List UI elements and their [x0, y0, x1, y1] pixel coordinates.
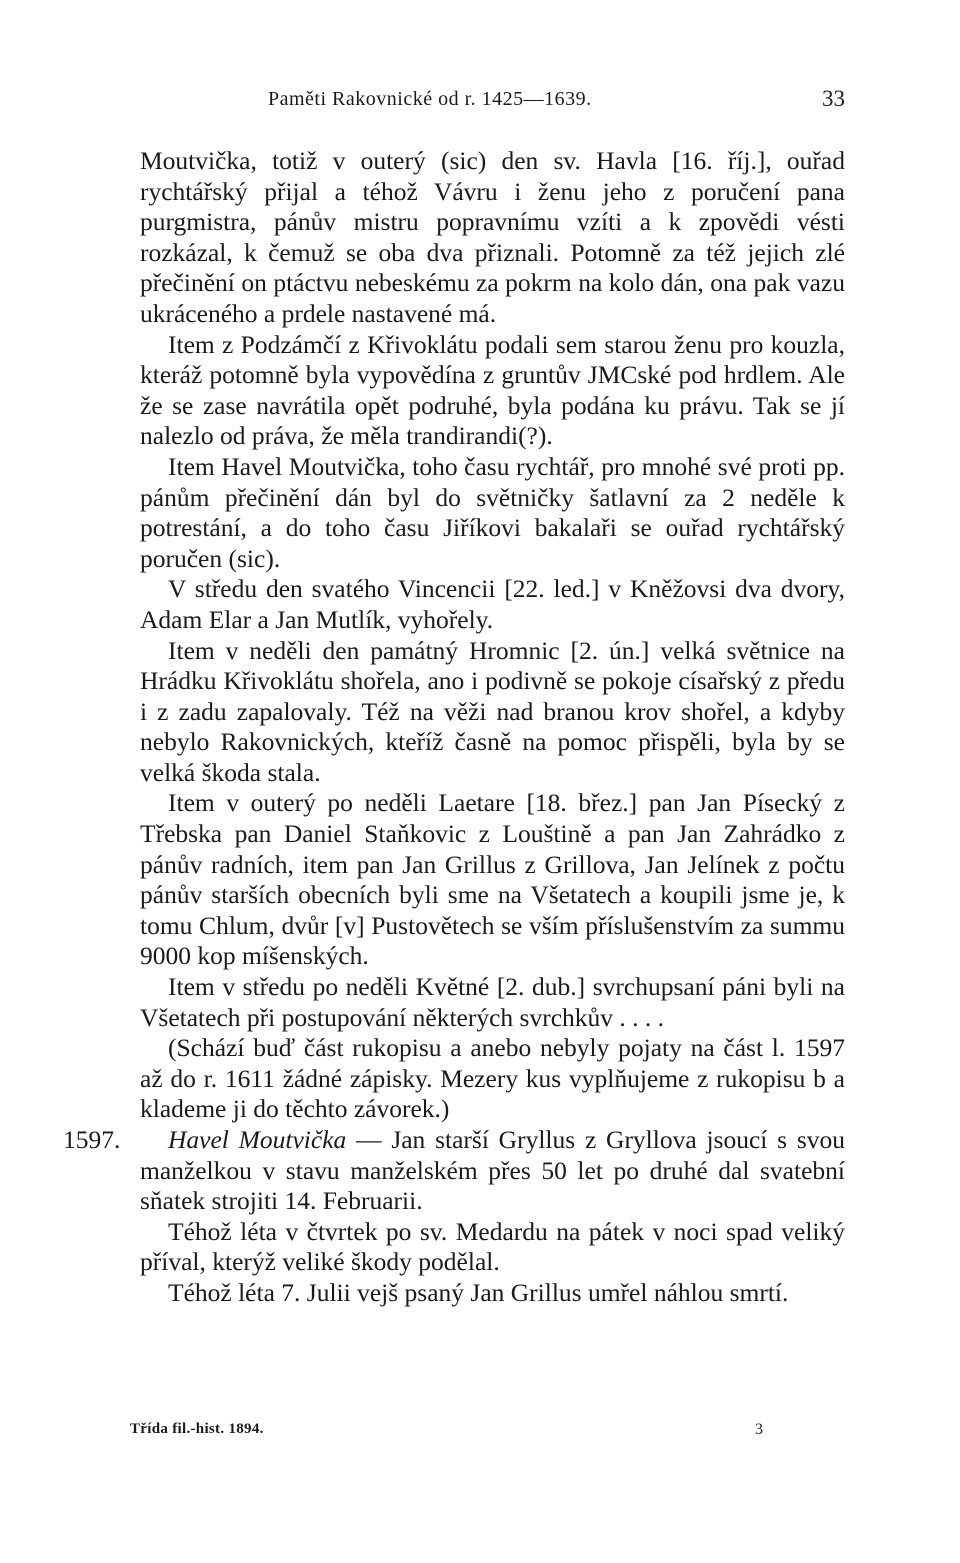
page-header [140, 88, 845, 118]
paragraph-continuation: Moutvička, totiž v outerý (sic) den sv. Havla [16. říj.], ouřad rychtářský přijal a téhož Vávru i ženu jeho z poručení pana purgmistra, pánův mistru popravnímu vzíti a k zpovědi vésti rozkázal, k čemuž se oba dva přiznali. Potomně za též jejich zlé přečinění on ptáctvu nebeskému za pokrm na kolo dán, ona pak vazu ukráceného a prdele nastavené má. [140, 146, 845, 328]
person-name: Havel Moutvička [168, 1125, 347, 1154]
paragraph [140, 1125, 845, 1217]
paragraph: Item Havel Moutvička, toho času rychtář, pro mnohé své proti pp. pánům přečinění dán byl do světničky šatlavní za 2 neděle k potrestání, a do toho času Jiříkovi bakalaři se ouřad rychtářský poručen (sic). [140, 451, 845, 573]
year-entry-1597 [63, 1125, 845, 1217]
sheet-number: 3 [755, 1421, 763, 1438]
editorial-note: (Schází buď část rukopisu a anebo nebyly pojaty na část l. 1597 až do r. 1611 žádné zápisky. Mezery kus vyplňujeme z rukopisu b a klademe ji do těchto závorek.) [140, 1033, 845, 1124]
page-footer [130, 1421, 845, 1445]
page-body [63, 146, 845, 1309]
running-title: Paměti Rakovnické od r. 1425—1639. [268, 88, 592, 110]
paragraph: Item v outerý po neděli Laetare [18. břez.] pan Jan Písecký z Třebska pan Daniel Staňkovic z Louštině a pan Jan Zahrádko z pánův radních, item pan Jan Grillus z Grillova, Jan Jelínek z počtu pánův starších obecních byli sme na Všetatech a koupili jsme je, k tomu Chlum, dvůr [v] Pustovětech se vším příslušenstvím za summu 9000 kop míšenských. [140, 788, 845, 971]
paragraph: Item v středu po neděli Květné [2. dub.] svrchupsaní páni byli na Všetatech při postupování některých svrchkův . . . . [140, 972, 845, 1032]
margin-year: 1597. [63, 1125, 121, 1154]
page-number: 33 [822, 86, 845, 111]
paragraph: Item v neděli den památný Hromnic [2. ún.] velká světnice na Hrádku Křivoklátu shořela, ano i podivně se pokoje císařský z předu i z zadu zapalovaly. Též na věži nad branou krov shořel, a kdyby nebylo Rakovnických, kteříž časně na pomoc přispěli, byla by se velká škoda stala. [140, 635, 845, 787]
printer-signature: Třída fil.-hist. 1894. [130, 1421, 264, 1437]
entry-text: — Jan starší Gryllus z Gryllova jsoucí s svou manželkou v stavu manželském přes 50 let po druhé dal svatební sňatek strojiti 14. Februarii. [140, 1125, 845, 1216]
paragraph: Item z Podzámčí z Křivoklátu podali sem starou ženu pro kouzla, kteráž potomně byla vypovědína z gruntův JMCské pod hrdlem. Ale že se zase navrátila opět podruhé, byla podána ku právu. Tak se jí nalezlo od práva, že měla trandirandi(?). [140, 329, 845, 451]
paragraph: Téhož léta v čtvrtek po sv. Medardu na pátek v noci spad veliký příval, kterýž veliké škody podělal. [140, 1216, 845, 1277]
paragraph: Téhož léta 7. Julii vejš psaný Jan Grillus umřel náhlou smrtí. [168, 1277, 789, 1307]
paragraph: V středu den svatého Vincencii [22. led.] v Kněžovsi dva dvory, Adam Elar a Jan Mutlík, vyhořely. [140, 574, 845, 634]
